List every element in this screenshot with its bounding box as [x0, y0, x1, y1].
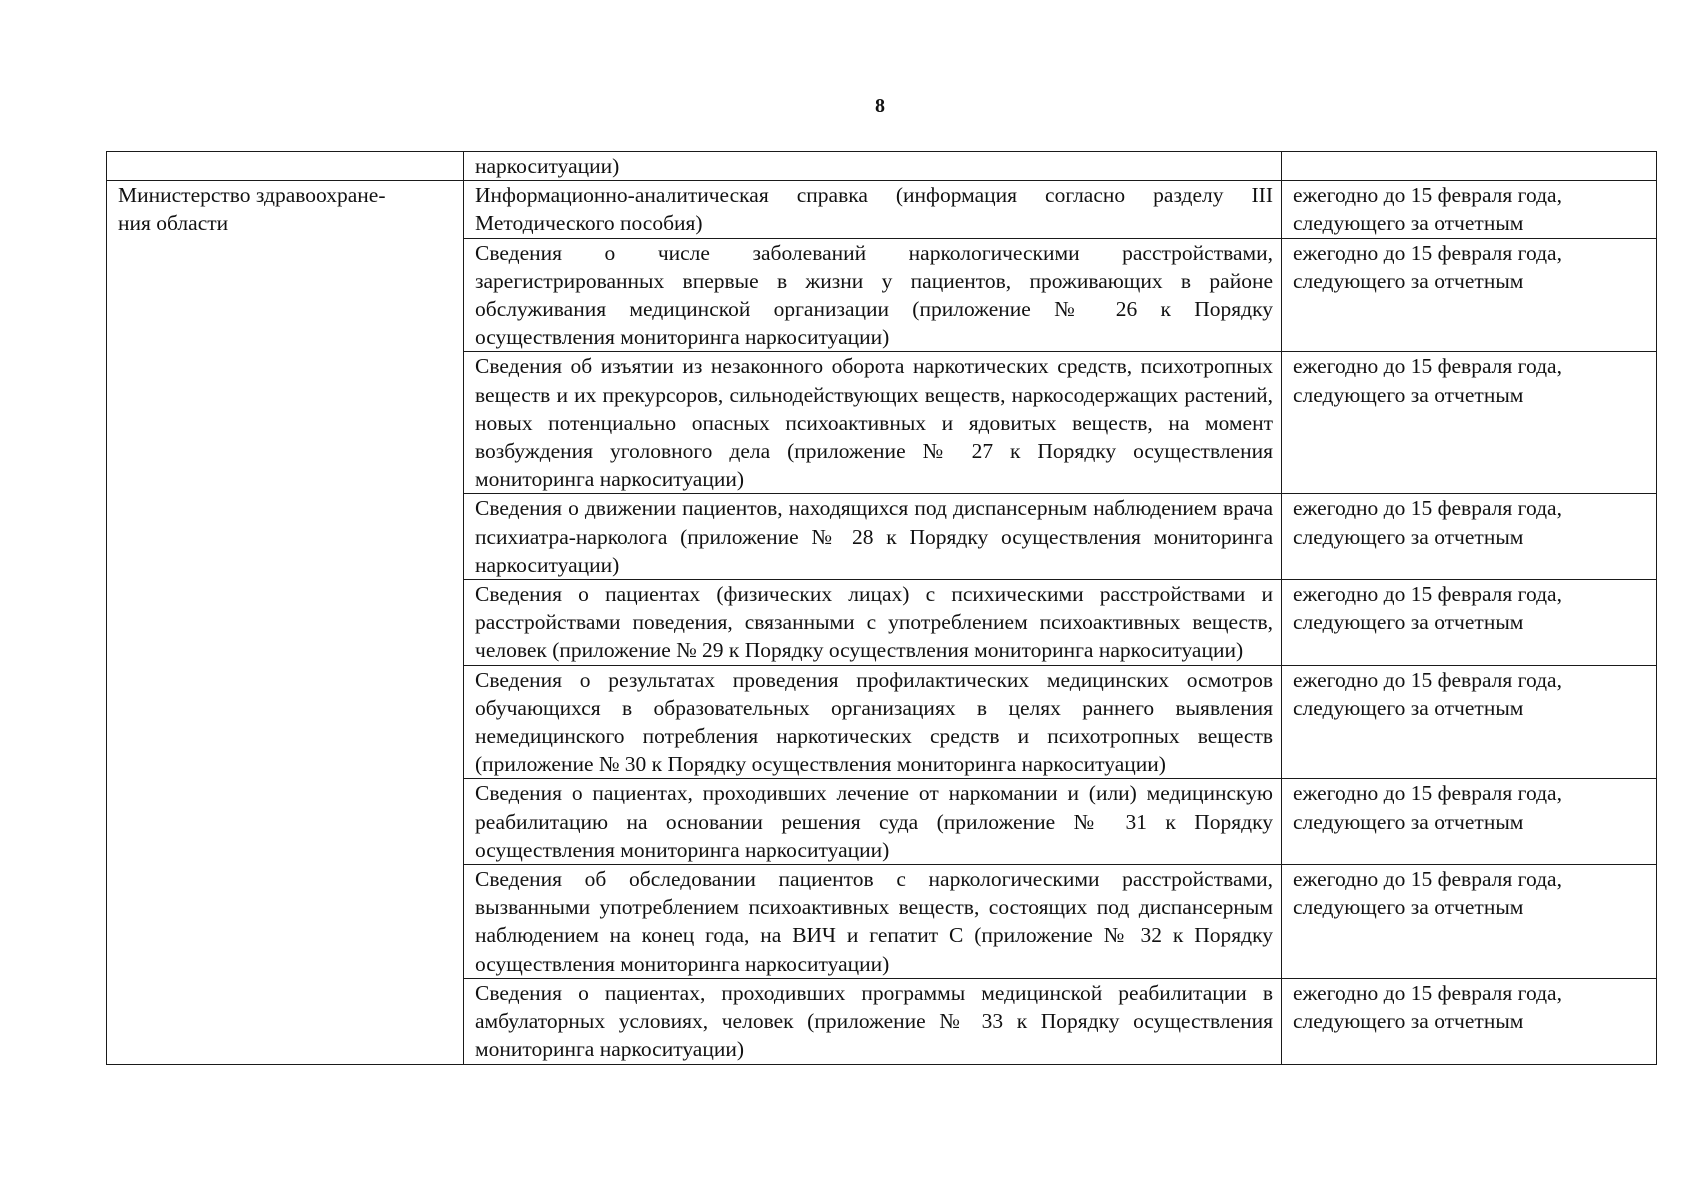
deadline-cell: ежегодно до 15 февраля года, следующего за отчетным — [1282, 779, 1657, 865]
deadline-cell: ежегодно до 15 февраля года, следующего за отчетным — [1282, 494, 1657, 580]
table-row — [107, 181, 1657, 238]
deadline-cell: ежегодно до 15 февраля года, следующего за отчетным — [1282, 665, 1657, 779]
table-body — [107, 152, 1657, 1065]
continuation-deadline-cell — [1282, 152, 1657, 181]
deadline-cell: ежегодно до 15 февраля года, следующего за отчетным — [1282, 352, 1657, 494]
deadline-cell: ежегодно до 15 февраля года, следующего за отчетным — [1282, 238, 1657, 352]
document-cell: Сведения о пациентах (физических лицах) с психическими расстройствами и расстройствами поведения, связанными с употреблением психоактивных веществ, человек (приложение № 29 к Порядку осуществления мониторинга наркоситуации) — [464, 580, 1282, 666]
document-cell: Сведения о пациентах, проходивших программы медицинской реабилитации в амбулаторных условиях, человек (приложение № 33 к Порядку осуществления мониторинга наркоситуации) — [464, 978, 1282, 1064]
document-cell: Сведения об изъятии из незаконного оборота наркотических средств, психотропных веществ и их прекурсоров, сильнодействующих веществ, наркосодержащих растений, новых потенциально опасных психоактивных и ядовитых веществ, на момент возбуждения уголовного дела (приложение № 27 к Порядку осуществления мониторинга наркоситуации) — [464, 352, 1282, 494]
document-cell: Сведения об обследовании пациентов с наркологическими расстройствами, вызванными употреблением психоактивных веществ, состоящих под диспансерным наблюдением на конец года, на ВИЧ и гепатит С (приложение № 32 к Порядку осуществления мониторинга наркоситуации) — [464, 865, 1282, 979]
deadline-cell: ежегодно до 15 февраля года, следующего за отчетным — [1282, 978, 1657, 1064]
organization-cell: Министерство здравоохране- ния области — [107, 181, 464, 1064]
continuation-org-cell — [107, 152, 464, 181]
continuation-row — [107, 152, 1657, 181]
document-cell: Сведения о пациентах, проходивших лечение от наркомании и (или) медицинскую реабилитацию на основании решения суда (приложение № 31 к Порядку осуществления мониторинга наркоситуации) — [464, 779, 1282, 865]
monitoring-table — [106, 151, 1657, 1065]
document-cell: Информационно-аналитическая справка (информация согласно разделу III Методического пособия) — [464, 181, 1282, 238]
deadline-cell: ежегодно до 15 февраля года, следующего за отчетным — [1282, 181, 1657, 238]
deadline-cell: ежегодно до 15 февраля года, следующего за отчетным — [1282, 580, 1657, 666]
document-cell: Сведения о движении пациентов, находящихся под диспансерным наблюдением врача психиатра-нарколога (приложение № 28 к Порядку осуществления мониторинга наркоситуации) — [464, 494, 1282, 580]
continuation-text: наркоситуации) — [464, 152, 1282, 181]
document-cell: Сведения о числе заболеваний наркологическими расстройствами, зарегистрированных впервые в жизни у пациентов, проживающих в районе обслуживания медицинской организации (приложение № 26 к Порядку осуществления мониторинга наркоситуации) — [464, 238, 1282, 352]
document-cell: Сведения о результатах проведения профилактических медицинских осмотров обучающихся в образовательных организациях в целях раннего выявления немедицинского потребления наркотических средств и психотропных веществ (приложение № 30 к Порядку осуществления мониторинга наркоситуации) — [464, 665, 1282, 779]
deadline-cell: ежегодно до 15 февраля года, следующего за отчетным — [1282, 865, 1657, 979]
page-number: 8 — [875, 95, 885, 117]
